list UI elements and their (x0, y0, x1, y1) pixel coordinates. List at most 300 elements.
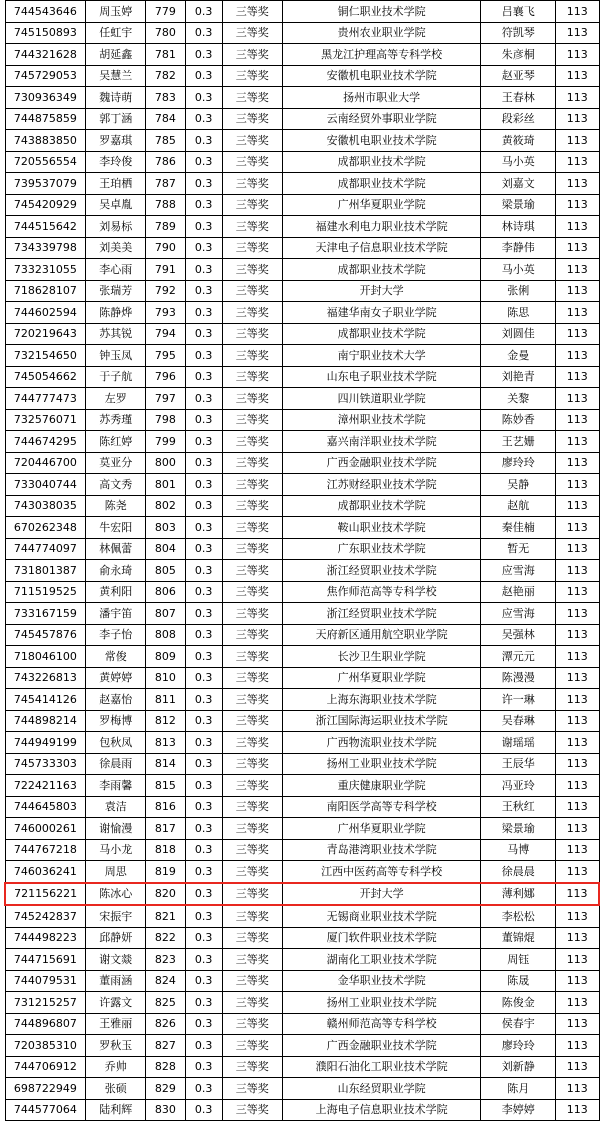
table-row (5, 194, 599, 216)
cell-score: 0.3 (185, 624, 222, 646)
cell-code: 113 (555, 1013, 599, 1035)
cell-school: 四川铁道职业学院 (282, 388, 481, 410)
award-table (4, 0, 600, 1121)
cell-no: 812 (146, 710, 185, 732)
cell-teacher: 陈妙香 (481, 409, 556, 431)
cell-name: 俞永琦 (86, 560, 146, 582)
cell-no: 799 (146, 431, 185, 453)
table-row (5, 861, 599, 883)
cell-code: 113 (555, 1, 599, 23)
table-row (5, 452, 599, 474)
cell-id: 744706912 (5, 1056, 86, 1078)
cell-score: 0.3 (185, 44, 222, 66)
table-row (5, 753, 599, 775)
cell-no: 783 (146, 87, 185, 109)
cell-no: 825 (146, 992, 185, 1014)
cell-school: 天津电子信息职业技术学院 (282, 237, 481, 259)
cell-no: 809 (146, 646, 185, 668)
cell-id: 743038035 (5, 495, 86, 517)
cell-school: 南阳医学高等专科学校 (282, 796, 481, 818)
table-row-highlighted (5, 883, 599, 906)
award-table-body (5, 1, 599, 1121)
table-row (5, 495, 599, 517)
cell-name: 于子航 (86, 366, 146, 388)
cell-name: 郭丁涵 (86, 108, 146, 130)
cell-teacher: 应雪海 (481, 603, 556, 625)
cell-score: 0.3 (185, 431, 222, 453)
cell-code: 113 (555, 818, 599, 840)
cell-id: 744602594 (5, 302, 86, 324)
cell-id: 745729053 (5, 65, 86, 87)
cell-school: 长沙卫生职业学院 (282, 646, 481, 668)
cell-school: 上海东海职业技术学院 (282, 689, 481, 711)
cell-school: 扬州工业职业技术学院 (282, 753, 481, 775)
cell-teacher: 张俐 (481, 280, 556, 302)
cell-teacher: 冯亚玲 (481, 775, 556, 797)
cell-teacher: 王辰华 (481, 753, 556, 775)
cell-teacher: 廖玲玲 (481, 1035, 556, 1057)
cell-name: 张瑞芳 (86, 280, 146, 302)
cell-school: 成都职业技术学院 (282, 495, 481, 517)
cell-id: 722421163 (5, 775, 86, 797)
cell-no: 784 (146, 108, 185, 130)
cell-name: 李子怡 (86, 624, 146, 646)
cell-school: 嘉兴南洋职业技术学院 (282, 431, 481, 453)
cell-school: 天府新区通用航空职业学院 (282, 624, 481, 646)
cell-school: 厦门软件职业技术学院 (282, 927, 481, 949)
cell-no: 788 (146, 194, 185, 216)
cell-score: 0.3 (185, 345, 222, 367)
cell-prize: 三等奖 (222, 560, 282, 582)
table-row (5, 87, 599, 109)
cell-prize: 三等奖 (222, 237, 282, 259)
cell-teacher: 谢瑶瑶 (481, 732, 556, 754)
cell-school: 漳州职业技术学院 (282, 409, 481, 431)
cell-code: 113 (555, 883, 599, 906)
cell-school: 开封大学 (282, 883, 481, 906)
cell-prize: 三等奖 (222, 452, 282, 474)
cell-school: 广州华夏职业学院 (282, 667, 481, 689)
cell-teacher: 陈漫漫 (481, 667, 556, 689)
cell-code: 113 (555, 323, 599, 345)
table-row (5, 775, 599, 797)
cell-id: 744543646 (5, 1, 86, 23)
cell-prize: 三等奖 (222, 388, 282, 410)
cell-prize: 三等奖 (222, 970, 282, 992)
cell-score: 0.3 (185, 173, 222, 195)
cell-code: 113 (555, 366, 599, 388)
cell-school: 成都职业技术学院 (282, 151, 481, 173)
cell-name: 罗梅博 (86, 710, 146, 732)
cell-prize: 三等奖 (222, 474, 282, 496)
table-row (5, 603, 599, 625)
table-row (5, 474, 599, 496)
cell-teacher: 吴强林 (481, 624, 556, 646)
cell-name: 包秋凤 (86, 732, 146, 754)
cell-no: 808 (146, 624, 185, 646)
cell-teacher: 陈俊金 (481, 992, 556, 1014)
cell-teacher: 陈晟 (481, 970, 556, 992)
cell-code: 113 (555, 667, 599, 689)
cell-prize: 三等奖 (222, 667, 282, 689)
cell-score: 0.3 (185, 949, 222, 971)
cell-code: 113 (555, 992, 599, 1014)
cell-score: 0.3 (185, 1013, 222, 1035)
cell-no: 811 (146, 689, 185, 711)
cell-name: 陈尧 (86, 495, 146, 517)
cell-prize: 三等奖 (222, 44, 282, 66)
cell-teacher: 薄利娜 (481, 883, 556, 906)
table-row (5, 366, 599, 388)
cell-name: 周玉婷 (86, 1, 146, 23)
cell-no: 806 (146, 581, 185, 603)
cell-no: 814 (146, 753, 185, 775)
table-row (5, 538, 599, 560)
cell-prize: 三等奖 (222, 689, 282, 711)
cell-id: 721156221 (5, 883, 86, 906)
table-row (5, 839, 599, 861)
cell-name: 邱静妍 (86, 927, 146, 949)
table-row (5, 259, 599, 281)
cell-code: 113 (555, 431, 599, 453)
table-row (5, 409, 599, 431)
cell-prize: 三等奖 (222, 818, 282, 840)
cell-prize: 三等奖 (222, 861, 282, 883)
cell-no: 801 (146, 474, 185, 496)
cell-name: 赵嘉怡 (86, 689, 146, 711)
cell-no: 807 (146, 603, 185, 625)
cell-teacher: 梁景瑜 (481, 818, 556, 840)
cell-score: 0.3 (185, 538, 222, 560)
cell-score: 0.3 (185, 452, 222, 474)
cell-score: 0.3 (185, 409, 222, 431)
cell-no: 781 (146, 44, 185, 66)
cell-teacher: 刘圆佳 (481, 323, 556, 345)
cell-prize: 三等奖 (222, 345, 282, 367)
cell-no: 817 (146, 818, 185, 840)
cell-id: 745054662 (5, 366, 86, 388)
cell-name: 左罗 (86, 388, 146, 410)
cell-school: 广东职业技术学院 (282, 538, 481, 560)
cell-id: 711519525 (5, 581, 86, 603)
cell-no: 793 (146, 302, 185, 324)
cell-school: 广西金融职业技术学院 (282, 1035, 481, 1057)
cell-school: 上海电子信息职业技术学院 (282, 1099, 481, 1121)
cell-prize: 三等奖 (222, 883, 282, 906)
cell-name: 吴慧兰 (86, 65, 146, 87)
cell-id: 744767218 (5, 839, 86, 861)
cell-no: 804 (146, 538, 185, 560)
cell-name: 林佩蕾 (86, 538, 146, 560)
cell-prize: 三等奖 (222, 1013, 282, 1035)
table-row (5, 1035, 599, 1057)
cell-name: 谢文燚 (86, 949, 146, 971)
cell-teacher: 梁景瑜 (481, 194, 556, 216)
table-row (5, 151, 599, 173)
cell-school: 扬州工业职业技术学院 (282, 992, 481, 1014)
cell-teacher: 赵亚琴 (481, 65, 556, 87)
cell-school: 鞍山职业技术学院 (282, 517, 481, 539)
cell-teacher: 关黎 (481, 388, 556, 410)
cell-id: 733167159 (5, 603, 86, 625)
cell-id: 739537079 (5, 173, 86, 195)
cell-school: 福建水利电力职业技术学院 (282, 216, 481, 238)
cell-name: 吴卓胤 (86, 194, 146, 216)
cell-id: 745242837 (5, 905, 86, 927)
cell-school: 浙江经贸职业技术学院 (282, 603, 481, 625)
cell-school: 黑龙江护理高等专科学校 (282, 44, 481, 66)
cell-school: 江西中医药高等专科学校 (282, 861, 481, 883)
cell-prize: 三等奖 (222, 173, 282, 195)
cell-score: 0.3 (185, 905, 222, 927)
cell-score: 0.3 (185, 366, 222, 388)
cell-score: 0.3 (185, 216, 222, 238)
cell-score: 0.3 (185, 927, 222, 949)
table-row (5, 1013, 599, 1035)
cell-no: 782 (146, 65, 185, 87)
cell-no: 779 (146, 1, 185, 23)
cell-prize: 三等奖 (222, 796, 282, 818)
cell-score: 0.3 (185, 388, 222, 410)
cell-prize: 三等奖 (222, 732, 282, 754)
cell-no: 826 (146, 1013, 185, 1035)
cell-no: 830 (146, 1099, 185, 1121)
cell-school: 广西物流职业技术学院 (282, 732, 481, 754)
cell-score: 0.3 (185, 517, 222, 539)
cell-teacher: 吴静 (481, 474, 556, 496)
cell-code: 113 (555, 1078, 599, 1100)
cell-score: 0.3 (185, 259, 222, 281)
cell-no: 805 (146, 560, 185, 582)
cell-id: 733231055 (5, 259, 86, 281)
cell-prize: 三等奖 (222, 646, 282, 668)
table-row (5, 44, 599, 66)
cell-id: 744515642 (5, 216, 86, 238)
cell-id: 746036241 (5, 861, 86, 883)
table-row (5, 992, 599, 1014)
table-row (5, 1056, 599, 1078)
cell-code: 113 (555, 905, 599, 927)
cell-code: 113 (555, 581, 599, 603)
cell-score: 0.3 (185, 883, 222, 906)
cell-prize: 三等奖 (222, 302, 282, 324)
cell-teacher: 朱彦桐 (481, 44, 556, 66)
table-row (5, 65, 599, 87)
cell-code: 113 (555, 603, 599, 625)
cell-teacher: 王秋红 (481, 796, 556, 818)
table-row (5, 689, 599, 711)
cell-id: 744774097 (5, 538, 86, 560)
cell-prize: 三等奖 (222, 992, 282, 1014)
cell-teacher: 侯春宇 (481, 1013, 556, 1035)
cell-code: 113 (555, 302, 599, 324)
cell-school: 山东经贸职业学院 (282, 1078, 481, 1100)
table-row (5, 1, 599, 23)
cell-school: 焦作师范高等专科学校 (282, 581, 481, 603)
cell-teacher: 林诗琪 (481, 216, 556, 238)
cell-id: 720219643 (5, 323, 86, 345)
table-row (5, 1099, 599, 1121)
cell-no: 810 (146, 667, 185, 689)
cell-prize: 三等奖 (222, 581, 282, 603)
cell-id: 734339798 (5, 237, 86, 259)
cell-score: 0.3 (185, 1056, 222, 1078)
cell-score: 0.3 (185, 474, 222, 496)
cell-no: 787 (146, 173, 185, 195)
cell-code: 113 (555, 753, 599, 775)
cell-id: 670262348 (5, 517, 86, 539)
cell-id: 744949199 (5, 732, 86, 754)
cell-teacher: 黄筱琦 (481, 130, 556, 152)
cell-prize: 三等奖 (222, 927, 282, 949)
table-row (5, 517, 599, 539)
cell-score: 0.3 (185, 732, 222, 754)
cell-school: 浙江经贸职业技术学院 (282, 560, 481, 582)
cell-school: 广州华夏职业学院 (282, 818, 481, 840)
cell-code: 113 (555, 259, 599, 281)
cell-school: 成都职业技术学院 (282, 259, 481, 281)
cell-no: 815 (146, 775, 185, 797)
cell-school: 安徽机电职业技术学院 (282, 130, 481, 152)
table-row (5, 646, 599, 668)
table-row (5, 216, 599, 238)
cell-score: 0.3 (185, 861, 222, 883)
cell-teacher: 李静伟 (481, 237, 556, 259)
cell-score: 0.3 (185, 194, 222, 216)
cell-teacher: 许一琳 (481, 689, 556, 711)
cell-code: 113 (555, 151, 599, 173)
cell-school: 山东电子职业技术学院 (282, 366, 481, 388)
cell-name: 张硕 (86, 1078, 146, 1100)
table-row (5, 22, 599, 44)
cell-score: 0.3 (185, 1, 222, 23)
cell-no: 797 (146, 388, 185, 410)
table-row (5, 130, 599, 152)
cell-code: 113 (555, 560, 599, 582)
cell-name: 宋振宇 (86, 905, 146, 927)
cell-no: 818 (146, 839, 185, 861)
cell-code: 113 (555, 237, 599, 259)
cell-no: 822 (146, 927, 185, 949)
cell-name: 乔帅 (86, 1056, 146, 1078)
cell-no: 828 (146, 1056, 185, 1078)
cell-teacher: 董锦焜 (481, 927, 556, 949)
cell-score: 0.3 (185, 302, 222, 324)
cell-prize: 三等奖 (222, 538, 282, 560)
cell-prize: 三等奖 (222, 1035, 282, 1057)
cell-name: 王雅丽 (86, 1013, 146, 1035)
cell-prize: 三等奖 (222, 130, 282, 152)
cell-teacher: 吴春琳 (481, 710, 556, 732)
cell-name: 胡延鑫 (86, 44, 146, 66)
cell-no: 798 (146, 409, 185, 431)
cell-school: 广西金融职业技术学院 (282, 452, 481, 474)
cell-teacher: 马小英 (481, 259, 556, 281)
cell-id: 744875859 (5, 108, 86, 130)
cell-code: 113 (555, 345, 599, 367)
cell-code: 113 (555, 452, 599, 474)
cell-code: 113 (555, 732, 599, 754)
cell-teacher: 王春林 (481, 87, 556, 109)
cell-code: 113 (555, 65, 599, 87)
cell-no: 824 (146, 970, 185, 992)
cell-score: 0.3 (185, 1099, 222, 1121)
cell-code: 113 (555, 280, 599, 302)
cell-teacher: 符凯琴 (481, 22, 556, 44)
cell-code: 113 (555, 646, 599, 668)
cell-id: 744577064 (5, 1099, 86, 1121)
cell-name: 陈冰心 (86, 883, 146, 906)
cell-name: 罗秋玉 (86, 1035, 146, 1057)
cell-prize: 三等奖 (222, 65, 282, 87)
cell-no: 795 (146, 345, 185, 367)
cell-score: 0.3 (185, 280, 222, 302)
cell-teacher: 潭元元 (481, 646, 556, 668)
cell-no: 827 (146, 1035, 185, 1057)
cell-name: 陈静烨 (86, 302, 146, 324)
cell-no: 789 (146, 216, 185, 238)
cell-no: 792 (146, 280, 185, 302)
table-row (5, 173, 599, 195)
cell-id: 746000261 (5, 818, 86, 840)
cell-code: 113 (555, 108, 599, 130)
cell-no: 802 (146, 495, 185, 517)
table-row (5, 667, 599, 689)
cell-id: 744079531 (5, 970, 86, 992)
cell-prize: 三等奖 (222, 905, 282, 927)
cell-no: 821 (146, 905, 185, 927)
cell-teacher: 段彩丝 (481, 108, 556, 130)
cell-id: 743883850 (5, 130, 86, 152)
table-row (5, 581, 599, 603)
cell-name: 潘宇笛 (86, 603, 146, 625)
cell-code: 113 (555, 796, 599, 818)
cell-no: 785 (146, 130, 185, 152)
cell-no: 790 (146, 237, 185, 259)
cell-no: 786 (146, 151, 185, 173)
cell-id: 744674295 (5, 431, 86, 453)
cell-teacher: 马博 (481, 839, 556, 861)
cell-score: 0.3 (185, 603, 222, 625)
table-row (5, 710, 599, 732)
cell-name: 钟玉凤 (86, 345, 146, 367)
cell-no: 794 (146, 323, 185, 345)
cell-score: 0.3 (185, 992, 222, 1014)
cell-school: 云南经贸外事职业学院 (282, 108, 481, 130)
cell-name: 许露文 (86, 992, 146, 1014)
cell-score: 0.3 (185, 237, 222, 259)
cell-school: 福建华南女子职业学院 (282, 302, 481, 324)
table-row (5, 796, 599, 818)
cell-teacher: 刘艳青 (481, 366, 556, 388)
cell-school: 铜仁职业技术学院 (282, 1, 481, 23)
cell-name: 李雨馨 (86, 775, 146, 797)
cell-id: 731801387 (5, 560, 86, 582)
cell-prize: 三等奖 (222, 624, 282, 646)
cell-name: 李玲俊 (86, 151, 146, 173)
table-row (5, 970, 599, 992)
cell-teacher: 吕襄飞 (481, 1, 556, 23)
cell-prize: 三等奖 (222, 517, 282, 539)
cell-score: 0.3 (185, 323, 222, 345)
cell-score: 0.3 (185, 22, 222, 44)
cell-id: 732576071 (5, 409, 86, 431)
cell-name: 罗嘉琪 (86, 130, 146, 152)
cell-code: 113 (555, 1099, 599, 1121)
cell-code: 113 (555, 173, 599, 195)
cell-prize: 三等奖 (222, 1, 282, 23)
cell-school: 安徽机电职业技术学院 (282, 65, 481, 87)
